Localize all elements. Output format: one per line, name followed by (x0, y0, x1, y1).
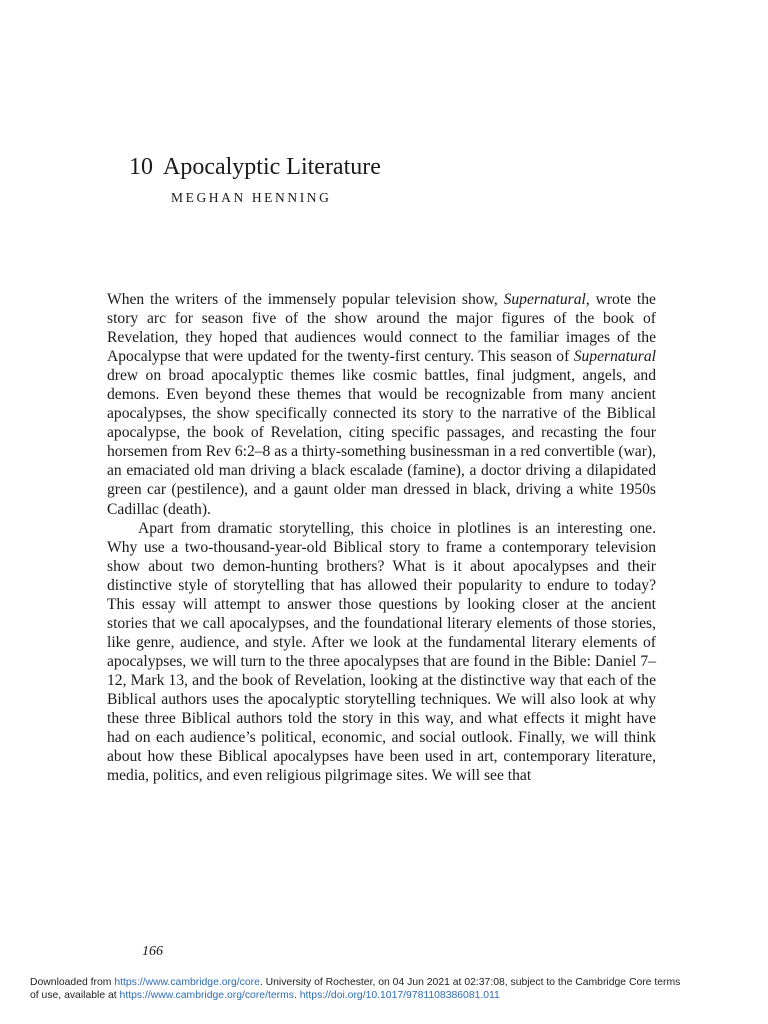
paragraph-2 (107, 519, 656, 786)
doi-link[interactable]: https://doi.org/10.1017/9781108386081.011 (299, 990, 500, 1001)
footer-line-1 (30, 976, 742, 989)
text-segment: Apart from dramatic storytelling, this choice in plotlines is an interesting one. Why use a two-thousand-year-old Biblical story to frame a contemporary television show about two demon-hunting brothers? What is it about apocalypses and their distinctive style of storytelling that has allowed their popularity to endure to today? This essay will attempt to answer those questions by looking closer at the ancient stories that we call apocalypses, and the foundational literary elements of those stories, like genre, audience, and style. After we look at the fundamental literary elements of apocalypses, we will turn to the three apocalypses that are found in the Bible: Daniel 7–12, Mark 13, and the book of Revelation, looking at the distinctive way that each of the Biblical authors uses the apocalyptic storytelling techniques. We will also look at why these three Biblical authors told the story in this way, and what effects it might have had on each audience’s political, economic, and social outlook. Finally, we will think about how these Biblical apocalypses have been used in art, contemporary literature, media, politics, and even religious pilgrimage sites. We will see that (107, 519, 656, 785)
show-title-italic: Supernatural (503, 291, 586, 308)
footer-text: . University of Rochester, on 04 Jun 2021 at 02:37:08, subject to the Cambridge Core terms (259, 977, 681, 988)
footer-line-2 (30, 989, 742, 1002)
paragraph-1 (107, 290, 656, 519)
cambridge-core-link[interactable]: https://www.cambridge.org/core (114, 977, 260, 988)
text-segment: When the writers of the immensely popular television show, (107, 291, 504, 308)
chapter-author: MEGHAN HENNING (171, 190, 332, 205)
show-title-italic: Supernatural (573, 348, 656, 366)
text-segment: drew on broad apocalyptic themes like cosmic battles, final judgment, angels, and demons. Even beyond these themes that would be recognizable from many ancient apocalypses, the show specifically connected its story to the narrative of the Biblical apocalypse, the book of Revelation, citing specific passages, and recasting the four horsemen from Rev 6:2–8 as a thirty-something businessman in a red convertible (war), an emaciated old man driving a black escalade (famine), a doctor driving a dilapidated green car (pestilence), and a gaunt older man dressed in black, driving a white 1950s Cadillac (death). (107, 367, 656, 518)
page-number: 166 (142, 944, 163, 959)
body-text (107, 290, 656, 785)
chapter-heading (129, 152, 381, 182)
download-footer (30, 976, 742, 1002)
footer-text: Downloaded from (30, 977, 115, 988)
chapter-title: Apocalyptic Literature (163, 154, 381, 180)
footer-text: . (293, 990, 300, 1001)
footer-text: of use, available at (30, 990, 120, 1001)
terms-link[interactable]: https://www.cambridge.org/core/terms (119, 990, 294, 1001)
chapter-number: 10 (129, 154, 153, 180)
text-segment: , wrote the story arc for season five of the show around the major figures of the book of Revelation, they hoped that audiences would connect to the familiar images of the Apocalypse that were updated for the twenty-first century. This season of (107, 291, 656, 366)
